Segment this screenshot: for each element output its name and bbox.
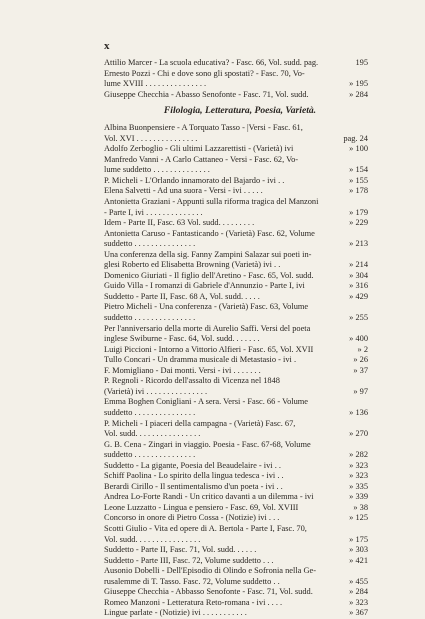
entry-line	[104, 597, 368, 609]
entry-line	[104, 239, 368, 250]
page-ref: 195	[355, 58, 368, 67]
page-number: x	[104, 40, 110, 52]
index-entry	[104, 440, 368, 461]
page-ref: » 284	[349, 89, 368, 99]
entry-line	[104, 89, 368, 101]
entry-line	[104, 460, 368, 472]
entry-line	[104, 68, 368, 80]
page-ref: » 26	[353, 355, 368, 365]
entry-line	[104, 79, 368, 90]
index-entry	[104, 376, 368, 397]
entry-text: Giuseppe Checchia - Abasso Senofonte - Fasc. 71, Vol. sudd.	[104, 89, 309, 99]
section-heading: Filologia, Letteratura, Poesia, Varietà.	[163, 105, 317, 117]
index-entry	[104, 197, 368, 218]
page-ref: » 429	[349, 291, 368, 301]
entry-text: Suddetto - Parte II, Fasc. 71, Vol. sudd. . . . . .	[104, 545, 257, 555]
entry-text: Attilio Marcer - La scuola educativa? - Fasc. 66, Vol. sudd. pag.	[104, 58, 319, 67]
entry-line	[104, 555, 368, 567]
entry-line	[104, 386, 368, 398]
entry-line	[104, 450, 368, 461]
page-ref: » 214	[349, 260, 368, 270]
entry-line	[104, 576, 368, 588]
entry-line	[104, 154, 368, 166]
page-ref: » 455	[349, 576, 368, 586]
entry-text: suddetto . . . . . . . . . . . . . . .	[104, 239, 196, 249]
entry-text: Pietro Micheli - Una conferenza - (Varietà) Fasc. 63, Volume	[104, 302, 309, 312]
entry-line	[104, 197, 368, 208]
entry-text: Ausonio Dobelli - Dell'Episodio di Olindo e Sofronia nella Ge-	[104, 566, 317, 576]
index-entry	[104, 302, 368, 323]
index-entry	[104, 271, 368, 282]
entry-text: Suddetto - Parte III, Fasc. 72, Volume suddetto . . .	[104, 555, 274, 565]
entry-text: Manfredo Vanni - A Carlo Cattaneo - Versi - Fasc. 62, Vo-	[104, 154, 299, 164]
page-ref: » 323	[349, 460, 368, 470]
entry-line	[104, 302, 368, 313]
entry-line	[104, 407, 368, 419]
page-ref: » 339	[349, 492, 368, 502]
page-ref: » 335	[349, 481, 368, 491]
entry-line	[104, 260, 368, 271]
entry-text: Romeo Manzoni - Letteratura Reto-romana - ivi . . . .	[104, 597, 283, 607]
entry-text: Concorso in onore di Pietro Cossa - (Notizie) ivi . . .	[104, 513, 280, 523]
entry-line	[104, 249, 368, 261]
entry-text: Suddetto - Parte II, Fasc. 68 A, Vol. sudd. . . . .	[104, 291, 260, 301]
entry-text: P. Micheli - I piaceri della campagna - (Varietà) Fasc. 67,	[104, 418, 296, 428]
entry-text: Tullo Concari - Un dramma musicale di Metastasio - ivi .	[104, 355, 297, 365]
entry-line	[104, 291, 368, 303]
index-entry	[104, 556, 368, 567]
entry-line	[104, 418, 368, 430]
entry-text: Elena Salvetti - Ad una suora - Versi - ivi . . . . .	[104, 186, 263, 196]
entry-line	[104, 439, 368, 451]
index-entry	[104, 90, 368, 101]
index-entry	[104, 324, 368, 345]
entry-line	[104, 133, 368, 145]
entry-text: suddetto . . . . . . . . . . . . . . .	[104, 407, 196, 417]
page-ref: » 421	[349, 555, 368, 565]
index-entry	[104, 355, 368, 366]
index-entry	[104, 250, 368, 271]
entry-line	[104, 123, 368, 134]
entry-text: Guido Villa - I romanzi di Gabriele d'Annunzio - Parte I, ivi	[104, 281, 305, 291]
index-entry	[104, 482, 368, 493]
entry-line	[104, 165, 368, 176]
entry-text: Albina Buonpensiere - A Torquato Tasso - |Versi - Fasc. 61,	[104, 123, 303, 133]
entry-text: Una conferenza della sig. Fanny Zampini Salazar sui poeti in-	[104, 249, 312, 259]
entry-text: Emma Boghen Conigliani - A sera. Versi - Fasc. 66 - Volume	[104, 397, 308, 407]
index-entry	[104, 69, 368, 90]
entry-line	[104, 502, 368, 514]
page-ref: » 316	[349, 281, 368, 291]
index-entry	[104, 471, 368, 482]
page-ref: » 304	[349, 270, 368, 280]
entry-text: rusalemme di T. Tasso. Fasc. 72, Volume suddetto . .	[104, 576, 280, 586]
page-ref: » 229	[349, 218, 368, 228]
entry-line	[104, 344, 368, 356]
index-entry	[104, 176, 368, 187]
section-entries	[104, 123, 368, 619]
index-entry	[104, 281, 368, 292]
index-entry	[104, 397, 368, 418]
entry-line	[104, 334, 368, 345]
entry-line	[104, 513, 368, 524]
entry-text: P. Regnoli - Ricordo dell'assalto di Vicenza nel 1848	[104, 376, 280, 386]
index-entry	[104, 229, 368, 250]
entry-text: Antonietta Caruso - Fantasticando - (Varietà) Fasc. 62, Volume	[104, 228, 315, 238]
entry-text: Andrea Lo-Forte Randi - Un critico davanti a un dilemma - ivi	[104, 492, 314, 502]
entry-text: Scotti Giulio - Vita ed opere di A. Bertola - Parte I, Fasc. 70,	[104, 523, 307, 533]
entry-text: Per l'anniversario della morte di Aurelio Saffi. Versi del poeta	[104, 323, 311, 333]
page-ref: » 282	[349, 450, 368, 460]
page-ref: » 175	[349, 534, 368, 544]
index-entry	[104, 461, 368, 472]
page-ref: » 179	[349, 207, 368, 217]
page-ref: » 323	[349, 597, 368, 607]
entry-line	[104, 228, 368, 240]
entry-line	[104, 545, 368, 556]
index-entry	[104, 155, 368, 176]
entry-text: Lingue parlate - (Notizie) ivi . . . . . . . . . . .	[104, 608, 247, 618]
index-entry	[104, 545, 368, 556]
entry-text: Luigi Piccioni - Intorno a Vittorio Alfieri - Fasc. 65, Vol. XVII	[104, 344, 314, 354]
entry-text: Schiff Paolina - Lo spirito della lingua tedesca - ivi . .	[104, 471, 284, 481]
entry-text: inglese Swiburne - Fasc. 64, Vol. sudd. . . . . . .	[104, 334, 260, 344]
index-entry	[104, 123, 368, 144]
index-entry	[104, 292, 368, 303]
page-ref: » 213	[349, 239, 368, 249]
index-entry	[104, 186, 368, 197]
entry-line	[104, 207, 368, 219]
entry-line	[104, 270, 368, 282]
entry-line	[104, 566, 368, 577]
entry-text: Vol. sudd. . . . . . . . . . . . . . . .	[104, 534, 201, 544]
entry-line	[104, 281, 368, 292]
index-entry	[104, 587, 368, 598]
entry-line	[104, 397, 368, 408]
entry-text: - Parte I, ivi . . . . . . . . . . . . . .	[104, 207, 203, 217]
entry-line	[104, 365, 368, 377]
entry-text: glesi Roberto ed Elisabetta Browning (Varietà) ivi . .	[104, 260, 281, 270]
entry-text: F. Momigliano - Dai monti. Versi - ivi . . . . . . .	[104, 365, 261, 375]
entry-line	[104, 471, 368, 482]
entry-line	[104, 608, 368, 619]
page-ref: » 178	[349, 186, 368, 196]
page-ref: » 38	[353, 502, 368, 512]
page-ref: » 154	[349, 165, 368, 175]
page-ref: » 255	[349, 313, 368, 323]
index-list	[104, 58, 368, 619]
entry-line	[104, 186, 368, 197]
entry-text: Leone Luzzatto - Lingua e pensiero - Fasc. 69, Vol. XVIII	[104, 502, 299, 512]
page-ref: » 37	[353, 365, 368, 375]
page-ref: » 100	[349, 144, 368, 154]
page-ref: » 2	[357, 344, 368, 354]
entry-line	[104, 481, 368, 493]
entry-line	[104, 144, 368, 155]
index-entry	[104, 608, 368, 619]
page-ref: » 323	[349, 471, 368, 481]
entry-text: Berardi Cirillo - Il sentimentalismo d'un poeta - ivi . .	[104, 481, 283, 491]
page-ref: » 270	[349, 429, 368, 439]
index-entry	[104, 218, 368, 229]
entry-line	[104, 218, 368, 229]
entry-text: Adolfo Zerboglio - Gli ultimi Lazzarettisti - (Varietà) ivi	[104, 144, 294, 154]
index-entry	[104, 524, 368, 545]
page-ref: » 125	[349, 513, 368, 523]
entry-text: P. Micheli - L'Orlando innamorato del Bajardo - ivi . .	[104, 175, 285, 185]
entry-line	[104, 534, 368, 546]
entry-line	[104, 355, 368, 366]
entry-text: G. B. Cena - Zingari in viaggio. Poesia - Fasc. 67-68, Volume	[104, 439, 311, 449]
entry-text: (Varietà) ivi . . . . . . . . . . . . . . .	[104, 386, 208, 396]
page-ref: » 97	[353, 386, 368, 396]
index-entry	[104, 598, 368, 609]
entry-text: Giuseppe Checchia - Abbasso Senofonte - Fasc. 71, Vol. sudd.	[104, 587, 313, 597]
entry-line	[104, 376, 368, 387]
entry-text: Antonietta Graziani - Appunti sulla riforma tragica del Manzoni	[104, 197, 319, 207]
entry-line	[104, 587, 368, 598]
entry-text: lume XVIII . . . . . . . . . . . . . . .	[104, 79, 207, 89]
entry-text: Ernesto Pozzi - Chi e dove sono gli spostati? - Fasc. 70, Vo-	[104, 68, 305, 78]
entry-text: Vol. XVI . . . . . . . . . . . . . . .	[104, 133, 198, 143]
page-ref: » 136	[349, 407, 368, 417]
entry-line	[104, 429, 368, 440]
top-entries	[104, 58, 368, 100]
page-ref: pag. 24	[343, 133, 368, 143]
index-entry	[104, 492, 368, 503]
entry-text: Idem - Parte II, Fasc. 63 Vol. sudd. . . . . . . . .	[104, 218, 255, 228]
entry-text: Vol. sudd. . . . . . . . . . . . . . . .	[104, 429, 201, 439]
index-entry	[104, 366, 368, 377]
page-ref: » 303	[349, 545, 368, 555]
page-ref: » 284	[349, 587, 368, 597]
page-ref: » 155	[349, 175, 368, 185]
page-ref: » 367	[349, 608, 368, 618]
index-entry	[104, 144, 368, 155]
entry-text: Suddetto - La gigante, Poesia del Beaudelaire - ivi . .	[104, 460, 281, 470]
entry-line	[104, 313, 368, 324]
entry-line	[104, 58, 368, 69]
index-entry	[104, 513, 368, 524]
index-entry	[104, 503, 368, 514]
index-entry	[104, 566, 368, 587]
index-entry	[104, 419, 368, 440]
index-entry	[104, 345, 368, 356]
page-ref: » 195	[349, 79, 368, 89]
entry-line	[104, 175, 368, 187]
page-ref: » 400	[349, 334, 368, 344]
entry-line	[104, 492, 368, 503]
entry-line	[104, 523, 368, 535]
entry-line	[104, 323, 368, 335]
entry-text: lume suddetto . . . . . . . . . . . . . .	[104, 165, 210, 175]
entry-text: suddetto . . . . . . . . . . . . . . .	[104, 450, 196, 460]
index-entry	[104, 58, 368, 69]
entry-text: Domenico Giuriati - Il figlio dell'Aretino - Fasc. 65, Vol. sudd.	[104, 270, 314, 280]
entry-text: suddetto . . . . . . . . . . . . . . .	[104, 313, 196, 323]
